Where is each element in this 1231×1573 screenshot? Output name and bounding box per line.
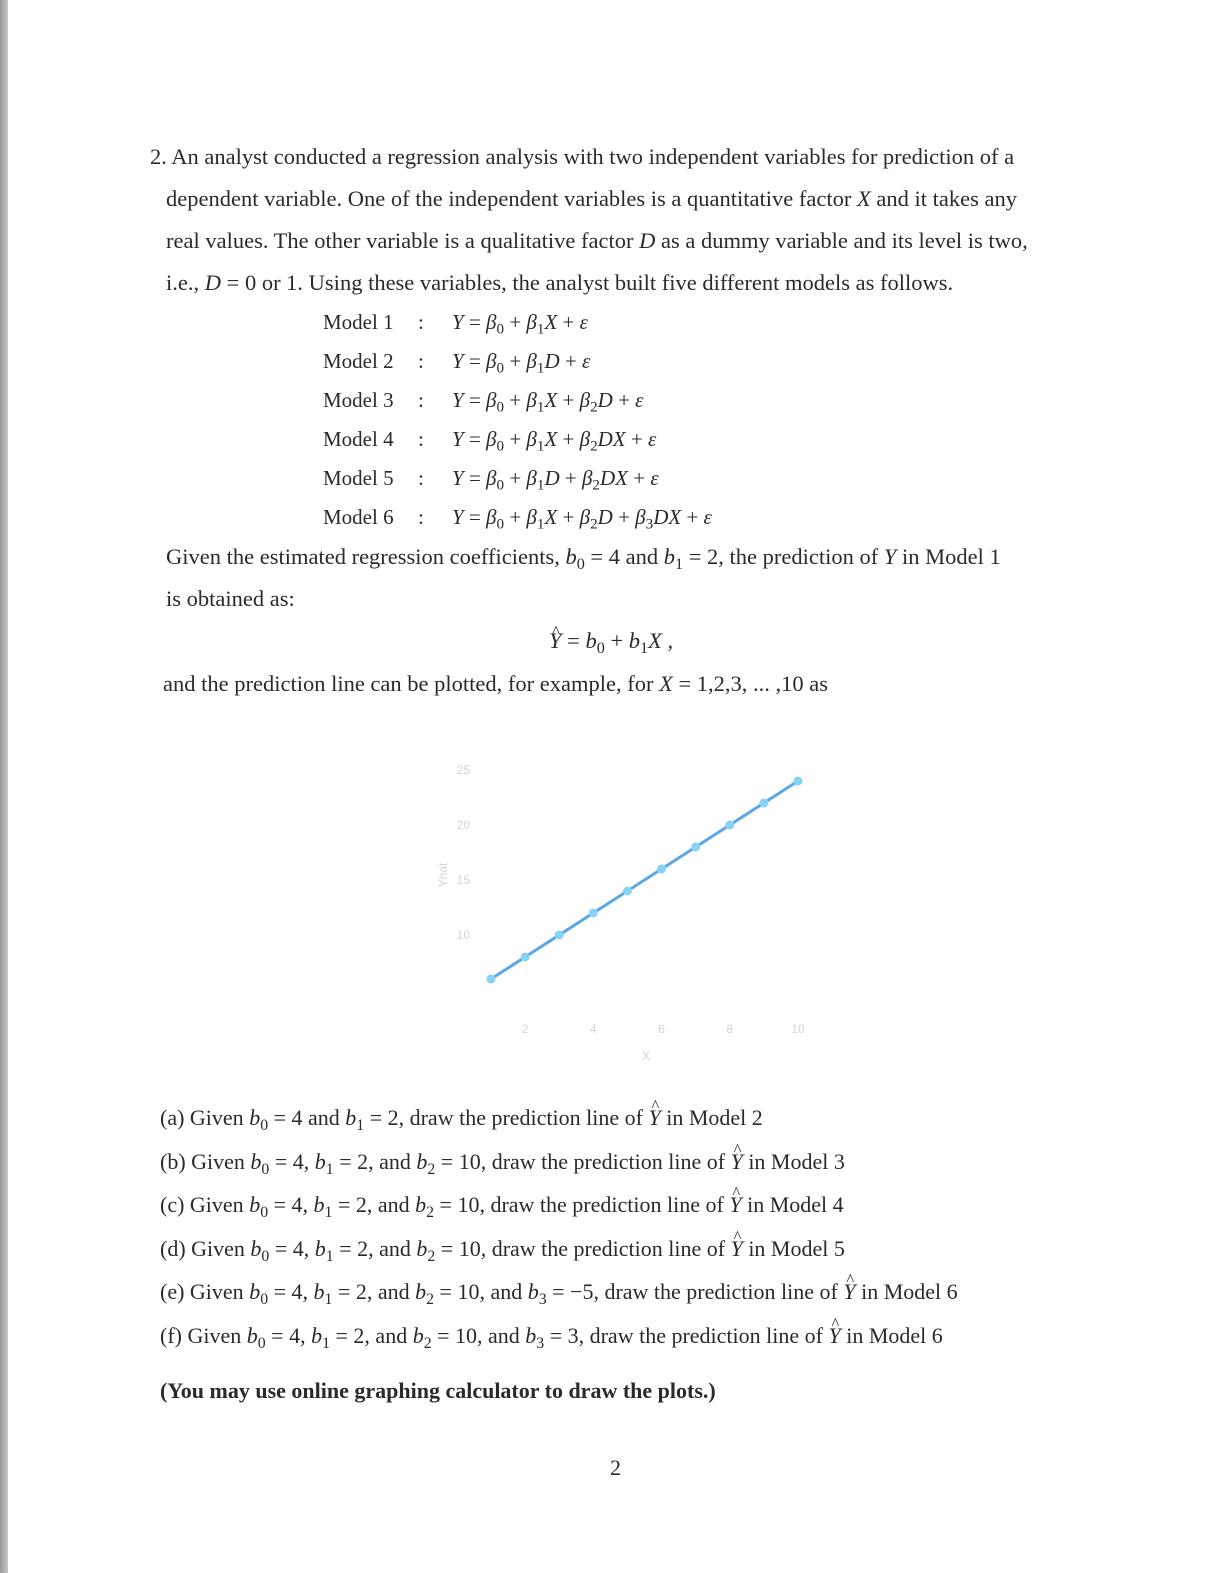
- model-label: Model 6: [323, 505, 394, 529]
- model-label: Model 2: [323, 349, 394, 373]
- data-point: [794, 777, 803, 786]
- y-tick-label: 25: [456, 763, 470, 777]
- model-label: Model 4: [323, 427, 394, 451]
- question-item: (b) Given $b_0 = 4$, $b_1 = 2$, and $b_2 = 10$, draw the prediction line of ^ Y in Model 3: [160, 1149, 845, 1175]
- given-line-1: Given the estimated regression coefficients, $b_0 = 4$ and $b_1 = 2$, the prediction of Y in Model 1: [166, 544, 1001, 573]
- y-tick-label: 10: [456, 928, 470, 942]
- x-axis-label: X: [641, 1049, 651, 1063]
- model-colon: :: [418, 310, 424, 334]
- question-item: (a) Given $b_0 = 4$ and $b_1 = 2$, draw the prediction line of ^ Y in Model 2: [160, 1105, 763, 1131]
- question-item: (c) Given $b_0 = 4$, $b_1 = 2$, and $b_2 = 10$, draw the prediction line of ^ Y in Model 4: [160, 1192, 844, 1218]
- intro-line-2: dependent variable. One of the independent variables is a quantitative factor X and it takes any: [166, 186, 1017, 211]
- question-item: (e) Given $b_0 = 4$, $b_1 = 2$, and $b_2 = 10$, and $b_3 = -5$, draw the prediction line of ^ Y in Model 6: [160, 1279, 958, 1305]
- intro-line-4: i.e., D = 0 or 1. Using these variables, the analyst built five different models as follows.: [166, 270, 954, 295]
- model-colon: :: [418, 388, 424, 412]
- prediction-equation: ^ $Y = b_0 + b_1X$ ,: [549, 620, 673, 662]
- data-point: [623, 887, 632, 896]
- model-equation: $Y = \beta_0 + \beta_1D + \varepsilon$: [452, 349, 591, 377]
- model-equation: $Y = \beta_0 + \beta_1X + \beta_2D + \varepsilon$: [452, 388, 644, 416]
- data-point: [487, 975, 496, 984]
- plot-intro-text: and the prediction line can be plotted, for example, for X = 1,2,3, ... ,10 as: [163, 671, 829, 696]
- data-point: [759, 799, 768, 808]
- question-item: (d) Given $b_0 = 4$, $b_1 = 2$, and $b_2 = 10$, draw the prediction line of ^ Y in Model 5: [160, 1236, 845, 1262]
- page-edge-shadow: [0, 0, 8, 1573]
- data-point: [589, 909, 598, 918]
- data-point: [725, 821, 734, 830]
- model-equation: $Y = \beta_0 + \beta_1X + \varepsilon$: [452, 310, 588, 338]
- x-tick-label: 6: [658, 1022, 665, 1036]
- graphing-note: (You may use online graphing calculator to draw the plots.): [160, 1378, 716, 1403]
- y-axis-ticks: [457, 763, 471, 942]
- model-label: Model 1: [323, 310, 394, 334]
- data-point: [555, 931, 564, 940]
- x-axis-ticks: [522, 1022, 805, 1036]
- prediction-line-chart: [420, 715, 840, 1075]
- model-label: Model 3: [323, 388, 394, 412]
- y-tick-label: 15: [456, 873, 470, 887]
- model-equation: $Y = \beta_0 + \beta_1X + \beta_2DX + \varepsilon$: [452, 427, 657, 455]
- model-equation: $Y = \beta_0 + \beta_1D + \beta_2DX + \varepsilon$: [452, 466, 659, 494]
- y-axis-label: Yhat: [436, 862, 450, 888]
- model-colon: :: [418, 349, 424, 373]
- data-point: [521, 953, 530, 962]
- x-tick-label: 4: [589, 1022, 597, 1036]
- question-item: (f) Given $b_0 = 4$, $b_1 = 2$, and $b_2 = 10$, and $b_3 = 3$, draw the prediction line of ^ Y in Model 6: [160, 1323, 943, 1349]
- model-colon: :: [418, 466, 424, 490]
- x-tick-label: 8: [726, 1022, 734, 1036]
- intro-line-1: 2. An analyst conducted a regression analysis with two independent variables for prediction of a: [150, 144, 1015, 169]
- given-line-2: is obtained as:: [166, 586, 295, 611]
- model-colon: :: [418, 505, 424, 529]
- data-point: [691, 843, 700, 852]
- x-tick-label: 10: [791, 1022, 805, 1036]
- page-number: 2: [610, 1455, 621, 1480]
- x-tick-label: 2: [521, 1022, 529, 1036]
- model-label: Model 5: [323, 466, 394, 490]
- intro-line-3: real values. The other variable is a qualitative factor D as a dummy variable and its level is two,: [166, 228, 1028, 253]
- model-equation: $Y = \beta_0 + \beta_1X + \beta_2D + \beta_3DX + \varepsilon$: [452, 505, 712, 533]
- y-tick-label: 20: [456, 818, 470, 832]
- series-line: [491, 781, 798, 979]
- model-colon: :: [418, 427, 424, 451]
- data-point: [657, 865, 666, 874]
